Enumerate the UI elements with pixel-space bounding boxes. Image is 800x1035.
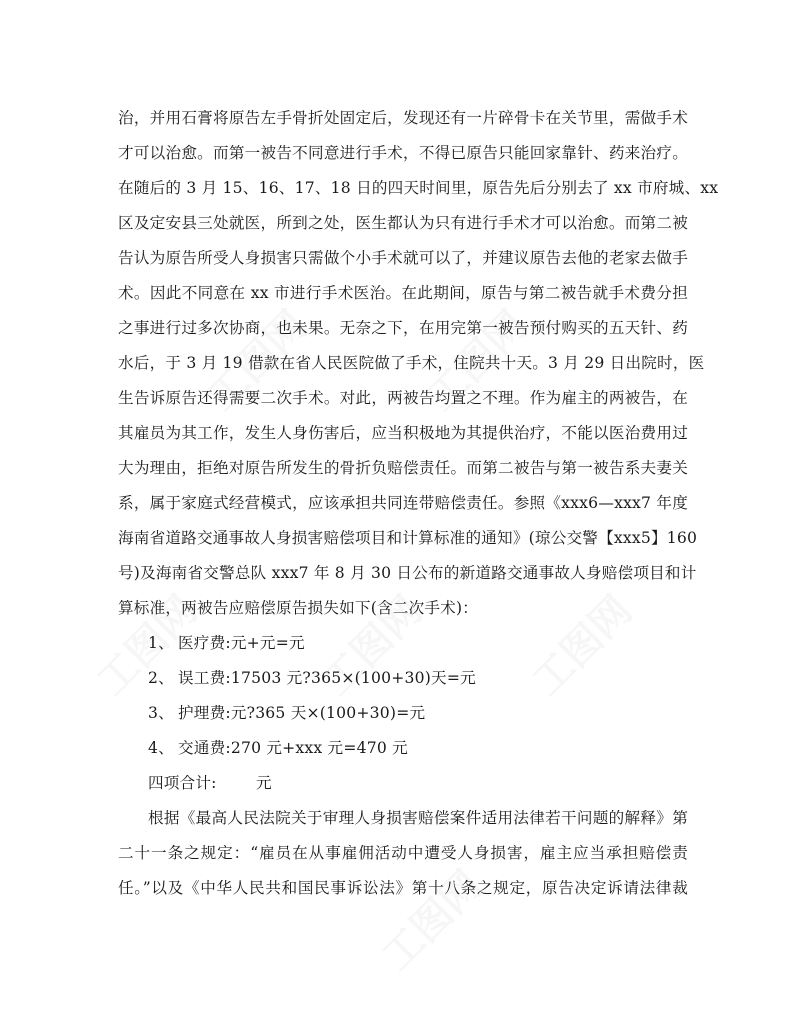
list-item-number: 4、	[148, 739, 174, 757]
watermark	[367, 856, 492, 981]
body-line: 算标准，两被告应赔偿原告损失如下(含二次手术)：	[118, 599, 479, 617]
body-line: 二十一条之规定：“雇员在从事雇佣活动中遭受人身损害，雇主应当承担赔偿责	[118, 844, 688, 862]
total-unit: 元	[256, 774, 272, 792]
body-line: 水后，于 3 月 19 借款在省人民医院做了手术，住院共十天。3 月 29 日出院时，医	[118, 354, 705, 372]
list-item-number: 3、	[148, 704, 174, 722]
list-item-text: 医疗费:元+元=元	[178, 634, 305, 652]
list-item-text: 护理费:元?365 天×(100+30)=元	[178, 704, 426, 722]
body-line: 才可以治愈。而第一被告不同意进行手术，不得已原告只能回家靠针、药来治疗。	[118, 144, 688, 162]
body-line: 系，属于家庭式经营模式，应该承担共同连带赔偿责任。参照《xxx6—xxx7 年度	[118, 494, 688, 512]
body-line: 生告诉原告还得需要二次手术。对此，两被告均置之不理。作为雇主的两被告，在	[118, 389, 688, 407]
body-line: 其雇员为其工作，发生人身伤害后，应当积极地为其提供治疗，不能以医治费用过	[118, 424, 688, 442]
list-item-text: 交通费:270 元+xxx 元=470 元	[178, 739, 408, 757]
body-line: 号)及海南省交警总队 xxx7 年 8 月 30 日公布的新道路交通事故人身赔偿项目和计	[118, 564, 697, 582]
body-line: 大为理由，拒绝对原告所发生的骨折负赔偿责任。而第二被告与第一被告系夫妻关	[118, 459, 688, 477]
body-line: 之事进行过多次协商，也未果。无奈之下，在用完第一被告预付购买的五天针、药	[118, 319, 688, 337]
list-item-number: 2、	[148, 669, 174, 687]
list-item-number: 1、	[148, 634, 174, 652]
body-line: 在随后的 3 月 15、16、17、18 日的四天时间里，原告先后分别去了 xx 市府城、xx	[118, 179, 719, 197]
body-line: 海南省道路交通事故人身损害赔偿项目和计算标准的通知》(琼公交警【xxx5】160	[118, 529, 698, 547]
total-label: 四项合计:	[148, 774, 217, 792]
list-item-text: 误工费:17503 元?365×(100+30)天=元	[178, 669, 476, 687]
body-line: 根据《最高人民法院关于审理人身损害赔偿案件适用法律若干问题的解释》第	[148, 809, 688, 827]
body-line: 告认为原告所受人身损害只需做个小手术就可以了，并建议原告去他的老家去做手	[118, 249, 688, 267]
body-line: 治，并用石膏将原告左手骨折处固定后，发现还有一片碎骨卡在关节里，需做手术	[118, 109, 688, 127]
body-line: 术。因此不同意在 xx 市进行手术医治。在此期间，原告与第二被告就手术费分担	[118, 284, 688, 302]
body-line: 区及定安县三处就医，所到之处，医生都认为只有进行手术才可以治愈。而第二被	[118, 214, 688, 232]
body-line: 任。”以及《中华人民共和国民事诉讼法》第十八条之规定，原告决定诉请法律裁	[118, 879, 688, 897]
